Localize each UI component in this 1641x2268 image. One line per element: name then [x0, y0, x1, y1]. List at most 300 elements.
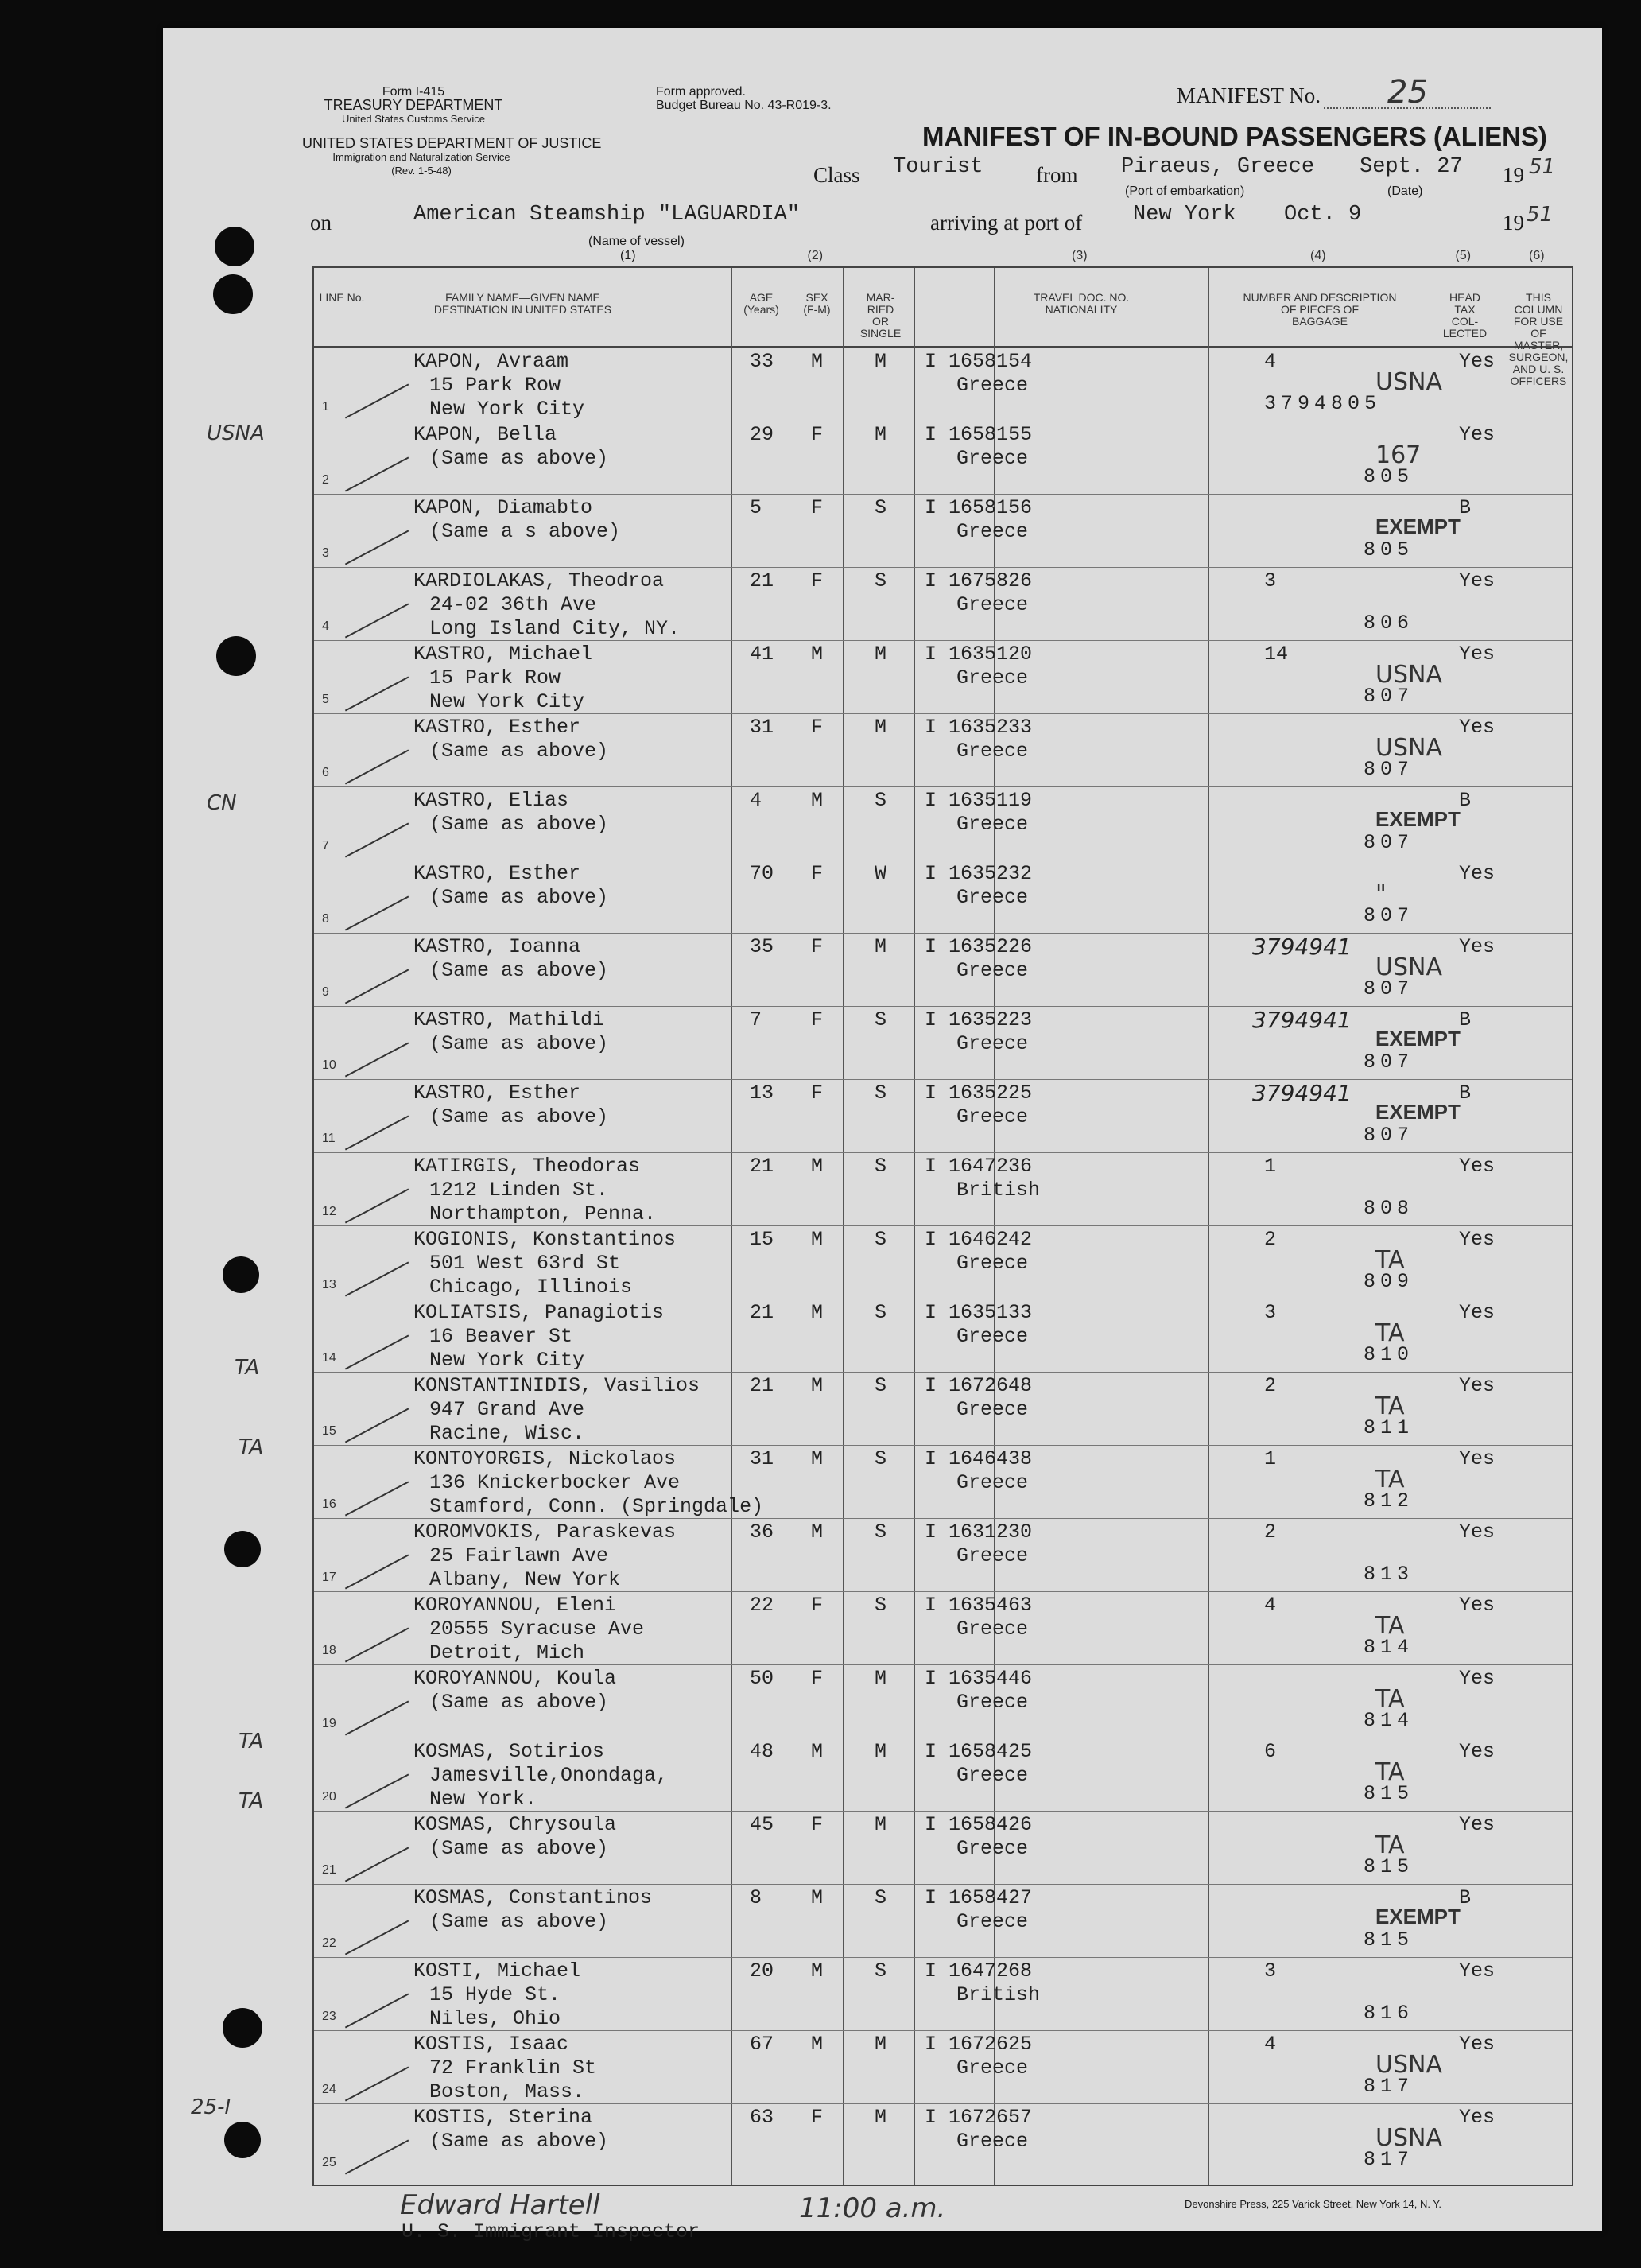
marital-status: M: [875, 935, 887, 958]
line-number: 24: [322, 2083, 336, 2096]
nationality: Greece: [956, 1471, 1029, 1494]
passenger-name: KOROYANNOU, Koula: [413, 1667, 617, 1690]
destination-line: 15 Park Row: [429, 666, 561, 689]
travel-doc-number: I 1635226: [925, 935, 1033, 958]
destination-line: (Same as above): [429, 959, 609, 982]
travel-doc-number: I 1675826: [925, 569, 1033, 592]
line-number: 12: [322, 1205, 336, 1218]
form-number: Form I-415: [382, 85, 445, 99]
head-tax: Yes: [1459, 1594, 1496, 1617]
baggage-pieces: 4: [1264, 1594, 1277, 1617]
line-number: 15: [322, 1424, 336, 1438]
marital-status: S: [875, 1374, 887, 1397]
baggage-number: 805: [1364, 465, 1414, 488]
passenger-row: [314, 2030, 1572, 2104]
vessel-caption: (Name of vessel): [588, 235, 685, 248]
travel-doc-number: I 1658426: [925, 1813, 1033, 1836]
nationality: British: [956, 1179, 1041, 1202]
destination-line: 1212 Linden St.: [429, 1179, 609, 1202]
destination-line: Racine, Wisc.: [429, 1422, 585, 1445]
head-tax: Yes: [1459, 1740, 1496, 1763]
officer-note: USNA: [1375, 661, 1442, 689]
line-number: 11: [322, 1132, 336, 1145]
destination-line: (Same as above): [429, 813, 609, 836]
nationality: Greece: [956, 886, 1029, 909]
column-header-married: MAR- RIED OR SINGLE: [859, 291, 902, 340]
passenger-age: 15: [750, 1228, 774, 1251]
marital-status: M: [875, 643, 887, 666]
head-tax: B: [1459, 789, 1472, 812]
baggage-number: 815: [1364, 1855, 1414, 1878]
officer-note: EXEMPT: [1375, 807, 1461, 831]
head-tax: Yes: [1459, 1813, 1496, 1836]
arrival-year-prefix: 19: [1503, 211, 1524, 235]
passenger-age: 35: [750, 935, 774, 958]
nationality: Greece: [956, 813, 1029, 836]
marital-status: M: [875, 1740, 887, 1763]
on-label: on: [310, 211, 332, 235]
passenger-sex: F: [811, 1008, 824, 1031]
destination-line: (Same as above): [429, 447, 609, 470]
class-value: Tourist: [893, 155, 983, 179]
destination-line: (Same as above): [429, 740, 609, 763]
destination-line: 947 Grand Ave: [429, 1398, 585, 1421]
passenger-name: KOLIATSIS, Panagiotis: [413, 1301, 665, 1324]
baggage-number: 808: [1364, 1197, 1414, 1220]
year-prefix: 19: [1503, 163, 1524, 187]
officer-note: TA: [1375, 1685, 1405, 1713]
passenger-sex: M: [811, 789, 824, 812]
baggage-number: 806: [1364, 612, 1414, 635]
travel-doc-number: I 1647268: [925, 1959, 1033, 1983]
baggage-pieces: 4: [1264, 350, 1277, 373]
embarkation-port: Piraeus, Greece: [1121, 155, 1315, 179]
marital-status: M: [875, 350, 887, 373]
travel-doc-number: I 1672625: [925, 2033, 1033, 2056]
signature-time: 11:00 a.m.: [799, 2192, 946, 2224]
inspector-signature: Edward Hartell: [400, 2189, 600, 2221]
column-header-baggage: NUMBER AND DESCRIPTION OF PIECES OF BAGGAGE: [1243, 291, 1397, 328]
nationality: Greece: [956, 1398, 1029, 1421]
passenger-name: KASTRO, Esther: [413, 1082, 581, 1105]
baggage-number: 815: [1364, 1928, 1414, 1951]
customs-service: United States Customs Service: [342, 113, 485, 125]
nationality: Greece: [956, 1618, 1029, 1641]
baggage-pieces: 3: [1264, 1301, 1277, 1324]
passenger-name: KOROMVOKIS, Paraskevas: [413, 1520, 677, 1544]
passenger-sex: F: [811, 569, 824, 592]
passenger-row: [314, 1079, 1572, 1153]
destination-line: New York City: [429, 398, 585, 421]
head-tax: Yes: [1459, 2106, 1496, 2129]
baggage-pieces: 3794941: [1252, 1007, 1352, 1033]
marital-status: S: [875, 1228, 887, 1251]
baggage-pieces: 3: [1264, 569, 1277, 592]
passenger-name: KOSTIS, Sterina: [413, 2106, 593, 2129]
passenger-sex: F: [811, 935, 824, 958]
passenger-age: 21: [750, 1155, 774, 1178]
nationality: Greece: [956, 959, 1029, 982]
marital-status: S: [875, 789, 887, 812]
line-number: 1: [322, 400, 329, 414]
check-mark: [323, 342, 409, 419]
baggage-number: 813: [1364, 1563, 1414, 1586]
passenger-age: 31: [750, 1447, 774, 1470]
passenger-sex: F: [811, 716, 824, 739]
passenger-row: [314, 1152, 1572, 1226]
destination-line: (Same as above): [429, 1910, 609, 1933]
travel-doc-number: I 1635120: [925, 643, 1033, 666]
passenger-row: [314, 567, 1572, 641]
destination-line: Northampton, Penna.: [429, 1202, 657, 1225]
passenger-age: 8: [750, 1886, 762, 1909]
baggage-pieces: 2: [1264, 1374, 1277, 1397]
binder-hole: [223, 1256, 259, 1293]
travel-doc-number: I 1635133: [925, 1301, 1033, 1324]
travel-doc-number: I 1672648: [925, 1374, 1033, 1397]
officer-note: TA: [1375, 1466, 1405, 1493]
passenger-sex: M: [811, 643, 824, 666]
head-tax: Yes: [1459, 862, 1496, 885]
passenger-row: [314, 860, 1572, 934]
passenger-name: KOSTIS, Isaac: [413, 2033, 569, 2056]
passenger-name: KAPON, Avraam: [413, 350, 569, 373]
marital-status: S: [875, 1594, 887, 1617]
passenger-name: KOSMAS, Chrysoula: [413, 1813, 617, 1836]
line-number: 14: [322, 1351, 336, 1365]
travel-doc-number: I 1635232: [925, 862, 1033, 885]
passenger-sex: M: [811, 1228, 824, 1251]
column-header-tax: HEAD TAX COL- LECTED: [1442, 291, 1488, 340]
passenger-age: 48: [750, 1740, 774, 1763]
line-number: 5: [322, 693, 329, 706]
line-number: 22: [322, 1936, 336, 1950]
nationality: Greece: [956, 2130, 1029, 2153]
head-tax: Yes: [1459, 2033, 1496, 2056]
passenger-age: 33: [750, 350, 774, 373]
line-number: 9: [322, 985, 329, 999]
destination-line: (Same as above): [429, 1032, 609, 1055]
column-header-age: AGE (Years): [743, 291, 779, 316]
head-tax: B: [1459, 496, 1472, 519]
head-tax: Yes: [1459, 1228, 1496, 1251]
doj-name: UNITED STATES DEPARTMENT OF JUSTICE: [302, 135, 602, 151]
head-tax: Yes: [1459, 716, 1496, 739]
head-tax: Yes: [1459, 643, 1496, 666]
passenger-age: 20: [750, 1959, 774, 1983]
form-approved: Form approved.: [656, 85, 746, 99]
passenger-row: [314, 1738, 1572, 1812]
marital-status: M: [875, 423, 887, 446]
officer-note: EXEMPT: [1375, 1905, 1461, 1928]
nationality: Greece: [956, 1691, 1029, 1714]
passenger-age: 5: [750, 496, 762, 519]
form-approval: [656, 85, 863, 112]
passenger-age: 21: [750, 1374, 774, 1397]
passenger-sex: M: [811, 1374, 824, 1397]
baggage-pieces: 6: [1264, 1740, 1277, 1763]
passenger-age: 4: [750, 789, 762, 812]
destination-line: New York City: [429, 1349, 585, 1372]
passenger-row: [314, 1372, 1572, 1446]
passenger-sex: F: [811, 862, 824, 885]
line-number: 23: [322, 2010, 336, 2023]
passenger-row: [314, 1591, 1572, 1665]
vessel-colnum: (1): [620, 249, 636, 262]
travel-doc-number: I 1635119: [925, 789, 1033, 812]
arrival-port: New York: [1133, 203, 1236, 227]
nationality: Greece: [956, 1032, 1029, 1055]
check-mark: [323, 415, 409, 492]
line-number: 16: [322, 1497, 336, 1511]
check-mark: [323, 781, 409, 858]
destination-line: (Same a s above): [429, 520, 621, 543]
marital-status: S: [875, 1008, 887, 1031]
rev-date: (Rev. 1-5-48): [391, 165, 452, 177]
nationality: Greece: [956, 2056, 1029, 2080]
destination-line: (Same as above): [429, 1691, 609, 1714]
check-mark: [323, 927, 409, 1004]
passenger-name: KOGIONIS, Konstantinos: [413, 1228, 677, 1251]
destination-line: 501 West 63rd St: [429, 1252, 621, 1275]
head-tax: Yes: [1459, 1520, 1496, 1544]
marital-status: S: [875, 569, 887, 592]
passenger-sex: M: [811, 1886, 824, 1909]
head-tax: Yes: [1459, 423, 1496, 446]
head-tax: B: [1459, 1082, 1472, 1105]
binder-hole: [213, 274, 253, 314]
baggage-number: 811: [1364, 1416, 1414, 1439]
passenger-age: 45: [750, 1813, 774, 1836]
baggage-pieces: 1: [1264, 1447, 1277, 1470]
baggage-number: 810: [1364, 1343, 1414, 1366]
passenger-sex: F: [811, 1594, 824, 1617]
passenger-age: 36: [750, 1520, 774, 1544]
passenger-sex: F: [811, 1813, 824, 1836]
nationality: Greece: [956, 593, 1029, 616]
passenger-sex: M: [811, 2033, 824, 2056]
passenger-row: [314, 1518, 1572, 1592]
passenger-name: KOROYANNOU, Eleni: [413, 1594, 617, 1617]
line-number: 6: [322, 766, 329, 779]
press-credit: Devonshire Press, 225 Varick Street, New York 14, N. Y.: [1185, 2198, 1441, 2210]
passenger-name: KOSTI, Michael: [413, 1959, 581, 1983]
officer-note: TA: [1375, 1758, 1405, 1786]
passenger-age: 63: [750, 2106, 774, 2129]
officer-note: EXEMPT: [1375, 1027, 1461, 1051]
from-label: from: [1036, 163, 1078, 187]
passenger-sex: M: [811, 1301, 824, 1324]
nationality: Greece: [956, 1325, 1029, 1348]
officer-note: TA: [1375, 1612, 1405, 1640]
passenger-age: 70: [750, 862, 774, 885]
margin-note: TA: [239, 1789, 264, 1813]
arrival-year-suffix: 51: [1527, 203, 1554, 227]
destination-line: 136 Knickerbocker Ave: [429, 1471, 681, 1494]
baggage-number: 807: [1364, 685, 1414, 708]
destination-line: 72 Franklin St: [429, 2056, 597, 2080]
travel-doc-number: I 1658427: [925, 1886, 1033, 1909]
column-header-line: LINE No.: [319, 291, 365, 304]
travel-doc-number: I 1658156: [925, 496, 1033, 519]
baggage-pieces: 3794941: [1252, 1080, 1352, 1106]
baggage-number: 3794805: [1264, 392, 1382, 415]
passenger-sex: M: [811, 1520, 824, 1544]
destination-line: 20555 Syracuse Ave: [429, 1618, 645, 1641]
passenger-sex: M: [811, 1959, 824, 1983]
line-number: 4: [322, 619, 329, 633]
passenger-age: 22: [750, 1594, 774, 1617]
line-number: 2: [322, 473, 329, 487]
destination-line: Albany, New York: [429, 1568, 621, 1591]
line-number: 18: [322, 1644, 336, 1657]
passenger-row: [314, 2103, 1572, 2177]
nationality: Greece: [956, 374, 1029, 397]
passenger-name: KARDIOLAKAS, Theodroa: [413, 569, 665, 592]
officer-note: TA: [1375, 1831, 1405, 1859]
destination-line: (Same as above): [429, 886, 609, 909]
baggage-pieces: 1: [1264, 1155, 1277, 1178]
travel-doc-number: I 1635446: [925, 1667, 1033, 1690]
manifest-title: MANIFEST OF IN-BOUND PASSENGERS (ALIENS): [922, 122, 1547, 151]
marital-status: M: [875, 1813, 887, 1836]
column-number-tax: (5): [1455, 249, 1472, 262]
check-mark: [323, 488, 409, 565]
line-number: 7: [322, 839, 329, 852]
line-number: 17: [322, 1571, 336, 1584]
destination-line: Boston, Mass.: [429, 2080, 585, 2103]
destination-line: 16 Beaver St: [429, 1325, 573, 1348]
passenger-name: KONTOYORGIS, Nickolaos: [413, 1447, 677, 1470]
line-number: 19: [322, 1717, 336, 1730]
marital-status: M: [875, 2106, 887, 2129]
marital-status: S: [875, 1082, 887, 1105]
officer-note: TA: [1375, 1319, 1405, 1347]
nationality: Greece: [956, 1252, 1029, 1275]
destination-line: Jamesville,Onondaga,: [429, 1764, 669, 1787]
column-header-officers: THIS COLUMN FOR USE OF MASTER, SURGEON, AND U. S. OFFICERS: [1508, 291, 1569, 387]
destination-line: (Same as above): [429, 1105, 609, 1128]
baggage-pieces: 4: [1264, 2033, 1277, 2056]
travel-doc-number: I 1647236: [925, 1155, 1033, 1178]
passenger-age: 41: [750, 643, 774, 666]
destination-line: New York City: [429, 690, 585, 713]
passenger-age: 21: [750, 1301, 774, 1324]
date-caption: (Date): [1387, 184, 1423, 198]
margin-note: USNA: [207, 421, 265, 445]
binder-hole: [216, 636, 256, 676]
passenger-row: [314, 1884, 1572, 1958]
passenger-name: KASTRO, Michael: [413, 643, 593, 666]
column-number-baggage: (4): [1310, 249, 1326, 262]
passenger-table: [312, 249, 1573, 2186]
class-label: Class: [813, 163, 860, 187]
passenger-age: 31: [750, 716, 774, 739]
officer-note: TA: [1375, 1246, 1405, 1274]
head-tax: Yes: [1459, 1374, 1496, 1397]
baggage-number: 807: [1364, 977, 1414, 1000]
officer-note: EXEMPT: [1375, 515, 1461, 538]
baggage-number: 809: [1364, 1270, 1414, 1293]
line-number: 10: [322, 1058, 336, 1072]
baggage-number: 814: [1364, 1709, 1414, 1732]
head-tax: Yes: [1459, 1667, 1496, 1690]
budget-bureau: Budget Bureau No. 43-R019-3.: [656, 99, 832, 112]
margin-note: TA: [239, 1730, 264, 1753]
line-number: 3: [322, 546, 329, 560]
baggage-pieces: 14: [1264, 643, 1289, 666]
passenger-age: 29: [750, 423, 774, 446]
passenger-age: 67: [750, 2033, 774, 2056]
nationality: Greece: [956, 1837, 1029, 1860]
passenger-row: [314, 348, 1572, 421]
passenger-row: [314, 1225, 1572, 1299]
binder-hole: [223, 2008, 262, 2048]
check-mark: [323, 561, 409, 639]
officer-note: 167: [1375, 441, 1422, 469]
officer-note: USNA: [1375, 953, 1442, 981]
destination-line: 24-02 36th Ave: [429, 593, 597, 616]
passenger-row: [314, 1299, 1572, 1373]
check-mark: [323, 635, 409, 712]
treasury-dept: TREASURY DEPARTMENT: [324, 97, 503, 113]
travel-doc-number: I 1635463: [925, 1594, 1033, 1617]
passenger-name: KASTRO, Esther: [413, 716, 581, 739]
line-number: 20: [322, 1790, 336, 1804]
marital-status: M: [875, 1667, 887, 1690]
margin-note: TA: [239, 1435, 264, 1459]
passenger-name: KAPON, Bella: [413, 423, 557, 446]
marital-status: W: [875, 862, 887, 885]
passenger-row: [314, 933, 1572, 1007]
binder-hole: [215, 227, 254, 266]
destination-line: (Same as above): [429, 1837, 609, 1860]
head-tax: B: [1459, 1008, 1472, 1031]
passenger-row: [314, 786, 1572, 860]
travel-doc-number: I 1635225: [925, 1082, 1033, 1105]
check-mark: [323, 708, 409, 785]
head-tax: Yes: [1459, 1447, 1496, 1470]
marital-status: S: [875, 1520, 887, 1544]
destination-line: Chicago, Illinois: [429, 1276, 633, 1299]
officer-note: USNA: [1375, 2124, 1442, 2152]
column-header-doc: TRAVEL DOC. NO. NATIONALITY: [1033, 291, 1130, 316]
baggage-number: 805: [1364, 538, 1414, 561]
binder-hole: [224, 2122, 261, 2158]
passenger-sex: F: [811, 1082, 824, 1105]
baggage-number: 814: [1364, 1636, 1414, 1659]
destination-line: (Same as above): [429, 2130, 609, 2153]
officer-note: TA: [1375, 1392, 1405, 1420]
margin-note: 25-I: [191, 2095, 231, 2119]
destination-line: Niles, Ohio: [429, 2007, 561, 2030]
passenger-row: [314, 1664, 1572, 1738]
baggage-number: 807: [1364, 758, 1414, 781]
baggage-number: 807: [1364, 1051, 1414, 1074]
nationality: Greece: [956, 1910, 1029, 1933]
check-mark: [323, 854, 409, 931]
baggage-number: 807: [1364, 904, 1414, 927]
baggage-number: 812: [1364, 1489, 1414, 1513]
manifest-number: 25: [1387, 74, 1428, 111]
destination-line: 15 Hyde St.: [429, 1983, 561, 2006]
nationality: Greece: [956, 520, 1029, 543]
nationality: Greece: [956, 447, 1029, 470]
year-suffix: 51: [1529, 155, 1556, 179]
travel-doc-number: I 1635233: [925, 716, 1033, 739]
marital-status: S: [875, 1886, 887, 1909]
head-tax: Yes: [1459, 569, 1496, 592]
